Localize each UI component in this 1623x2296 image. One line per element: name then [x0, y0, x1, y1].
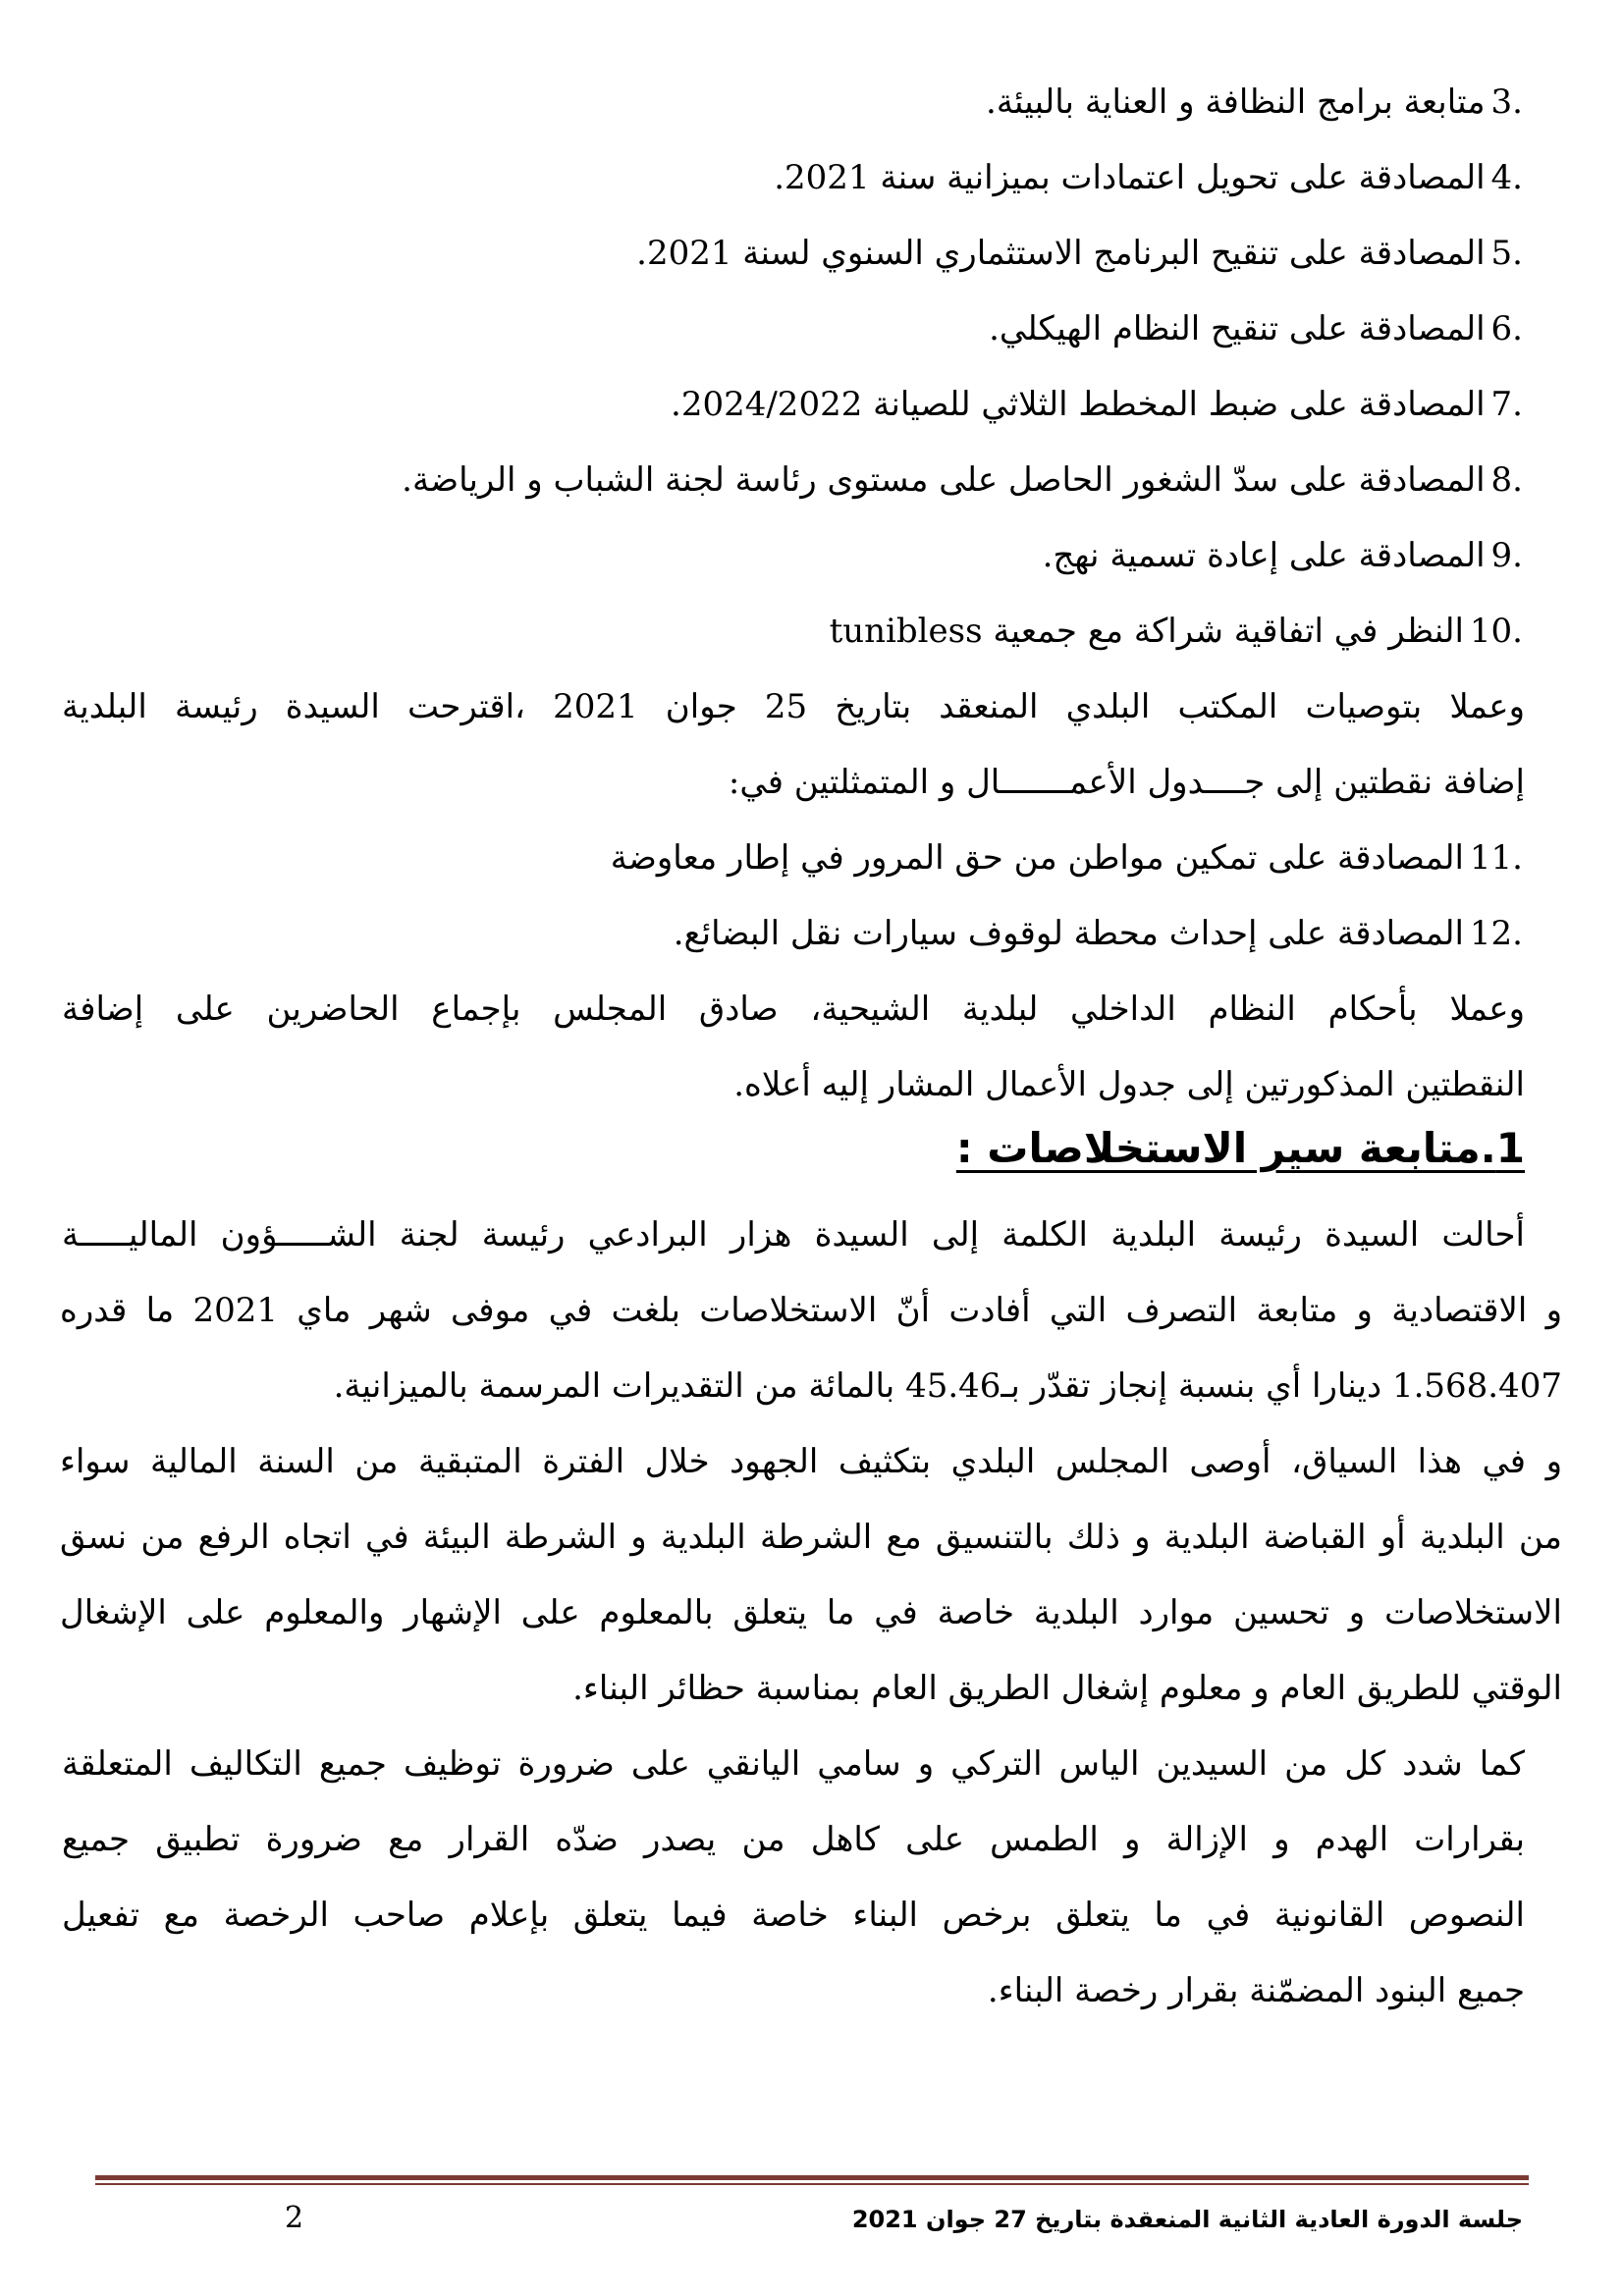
agenda-item	[830, 608, 1523, 655]
item-number: 10.	[1469, 612, 1523, 651]
item-text: المصادقة على ضبط المخطط الثلاثي للصيانة 2024/2022.	[671, 385, 1486, 424]
agenda-item	[636, 230, 1523, 277]
section-paragraph-line: كما شدد كل من السيدين الياس التركي و سامي اليانقي على ضرورة توظيف جميع التكاليف المتعلقة	[62, 1744, 1525, 1784]
item-text: المصادقة على تنقيح النظام الهيكلي.	[989, 309, 1486, 348]
bureau-paragraph-line: إضافة نقطتين إلى جــــدول الأعمـــــــال و المتمثلتين في:	[728, 763, 1525, 802]
section-paragraph-line: جميع البنود المضمّنة بقرار رخصة البناء.	[987, 1971, 1525, 2010]
bureau-paragraph-line: وعملا بتوصيات المكتب البلدي المنعقد بتاريخ 25 جوان 2021 ،اقترحت السيدة رئيسة البلدية	[62, 687, 1525, 726]
section-paragraph-line: و الاقتصادية و متابعة التصرف التي أفادت أنّ الاستخلاصات بلغت في موفى شهر ماي 2021 ما قدره	[60, 1291, 1562, 1330]
item-number: 4.	[1490, 158, 1523, 197]
agenda-item	[402, 456, 1523, 504]
item-text: المصادقة على إحداث محطة لوقوف سيارات نقل البضائع.	[673, 914, 1464, 953]
footer-rule-thin	[95, 2183, 1529, 2185]
item-text: متابعة برامج النظافة و العناية بالبيئة.	[986, 82, 1486, 122]
agenda-item	[671, 381, 1523, 428]
item-text: المصادقة على سدّ الشغور الحاصل على مستوى رئاسة لجنة الشباب و الرياضة.	[402, 460, 1486, 500]
item-number: 3.	[1490, 82, 1523, 122]
page-number: 2	[285, 2201, 304, 2235]
approval-paragraph-line: النقطتين المذكورتين إلى جدول الأعمال المشار إليه أعلاه.	[733, 1065, 1525, 1104]
item-number: 11.	[1469, 838, 1523, 878]
section-paragraph-line: النصوص القانونية في ما يتعلق برخص البناء خاصة فيما يتعلق بإعلام صاحب الرخصة مع تفعيل	[62, 1896, 1525, 1935]
section-paragraph-line: الاستخلاصات و تحسين موارد البلدية خاصة في ما يتعلق بالمعلوم على الإشهار والمعلوم على الإشغال	[60, 1593, 1562, 1632]
section-heading: 1.متابعة سير الاستخلاصات :	[955, 1124, 1525, 1172]
item-number: 7.	[1490, 385, 1523, 424]
agenda-item	[774, 154, 1523, 201]
approval-paragraph-line: وعملا بأحكام النظام الداخلي لبلدية الشيحية، صادق المجلس بإجماع الحاضرين على إضافة	[62, 989, 1525, 1029]
footer-title: جلسة الدورة العادية الثانية المنعقدة بتاريخ 27 جوان 2021	[851, 2206, 1523, 2233]
item-number: 8.	[1490, 460, 1523, 500]
section-paragraph-line: بقرارات الهدم و الإزالة و الطمس على كاهل من يصدر ضدّه القرار مع ضرورة تطبيق جميع	[62, 1820, 1525, 1859]
item-number: 5.	[1490, 234, 1523, 273]
section-paragraph-line: و في هذا السياق، أوصى المجلس البلدي بتكثيف الجهود خلال الفترة المتبقية من السنة المالية سواء	[60, 1442, 1562, 1481]
item-number: 12.	[1469, 914, 1523, 953]
section-paragraph-line: الوقتي للطريق العام و معلوم إشغال الطريق العام بمناسبة حظائر البناء.	[572, 1669, 1562, 1708]
section-paragraph-line: 1.568.407 دينارا أي بنسبة إنجاز تقدّر بـ45.46 بالمائة من التقديرات المرسمة بالميزانية.	[333, 1366, 1562, 1406]
item-number: 9.	[1490, 536, 1523, 575]
agenda-item	[611, 834, 1523, 881]
section-paragraph-line: من البلدية أو القباضة البلدية و ذلك بالتنسيق مع الشرطة البلدية و الشرطة البيئة في اتجاه الرفع من نسق	[60, 1518, 1562, 1557]
agenda-item	[1043, 532, 1523, 579]
agenda-item	[674, 910, 1523, 957]
item-text: المصادقة على إعادة تسمية نهج.	[1042, 536, 1486, 575]
item-text: المصادقة على تمكين مواطن من حق المرور في إطار معاوضة	[610, 838, 1464, 878]
item-text: المصادقة على تنقيح البرنامج الاستثماري السنوي لسنة 2021.	[636, 234, 1486, 273]
item-number: 6.	[1490, 309, 1523, 348]
section-paragraph-line: أحالت السيدة رئيسة البلدية الكلمة إلى السيدة هزار البرادعي رئيسة لجنة الشـــــؤون الماليـــــة	[62, 1215, 1525, 1255]
agenda-item	[986, 79, 1523, 126]
agenda-item	[989, 305, 1523, 352]
item-text: المصادقة على تحويل اعتمادات بميزانية سنة 2021.	[774, 158, 1486, 197]
item-text: النظر في اتفاقية شراكة مع جمعية tunibless	[829, 612, 1464, 651]
footer-rule	[95, 2175, 1529, 2180]
